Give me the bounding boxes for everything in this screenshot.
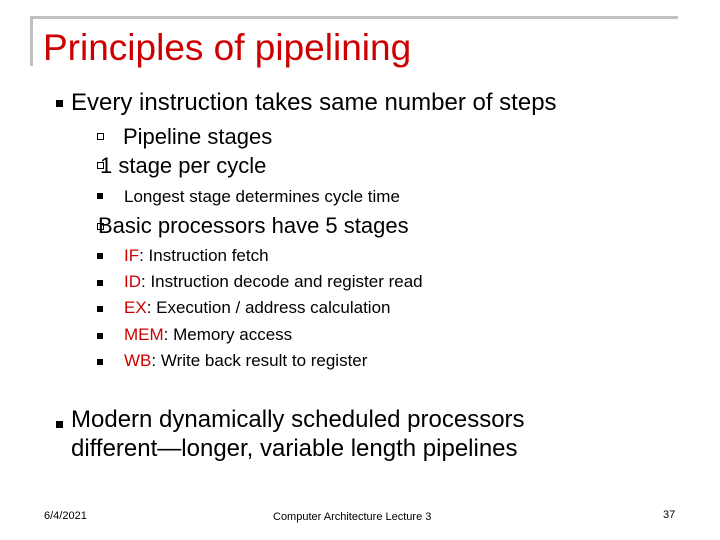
bullet-longest-stage: Longest stage determines cycle time bbox=[124, 187, 400, 206]
bullet-one-stage-per-cycle: 1 stage per cycle bbox=[100, 153, 267, 178]
bullet-small-icon bbox=[97, 280, 103, 286]
bullet-square-icon bbox=[56, 421, 63, 428]
bullet-modern-processors-line2: different—longer, variable length pipelines bbox=[71, 435, 518, 462]
stage-abbr: IF bbox=[124, 246, 140, 265]
stage-item-wb bbox=[124, 351, 367, 371]
footer-lecture-title: Computer Architecture Lecture 3 bbox=[273, 511, 432, 523]
slide-title: Principles of pipelining bbox=[43, 27, 412, 68]
stage-desc: : Memory access bbox=[163, 325, 293, 344]
stage-desc: : Instruction fetch bbox=[139, 246, 269, 265]
bullet-small-icon bbox=[97, 193, 103, 199]
stage-abbr: ID bbox=[124, 272, 141, 291]
bullet-small-icon bbox=[97, 359, 103, 365]
bullet-small-icon bbox=[97, 306, 103, 312]
footer-page-number: 37 bbox=[663, 509, 676, 521]
bullet-basic-processors: Basic processors have 5 stages bbox=[98, 213, 409, 238]
bullet-pipeline-stages: Pipeline stages bbox=[123, 124, 273, 149]
bullet-hollow-icon bbox=[97, 133, 104, 140]
stage-abbr: WB bbox=[124, 351, 152, 370]
slide-frame-left bbox=[30, 16, 33, 66]
bullet-modern-processors-line1: Modern dynamically scheduled processors bbox=[71, 406, 525, 433]
stage-abbr: MEM bbox=[124, 325, 164, 344]
stage-item-if bbox=[124, 246, 269, 266]
stage-desc: : Write back result to register bbox=[151, 351, 368, 370]
stage-abbr: EX bbox=[124, 298, 147, 317]
stage-item-ex bbox=[124, 298, 391, 318]
bullet-small-icon bbox=[97, 333, 103, 339]
bullet-every-instruction: Every instruction takes same number of steps bbox=[71, 89, 557, 116]
footer-date: 6/4/2021 bbox=[44, 510, 87, 522]
bullet-small-icon bbox=[97, 253, 103, 259]
stage-item-id bbox=[124, 272, 423, 292]
stage-item-mem bbox=[124, 325, 292, 345]
stage-desc: : Instruction decode and register read bbox=[141, 272, 423, 291]
bullet-square-icon bbox=[56, 100, 63, 107]
stage-desc: : Execution / address calculation bbox=[146, 298, 391, 317]
slide-frame-top bbox=[30, 16, 678, 19]
